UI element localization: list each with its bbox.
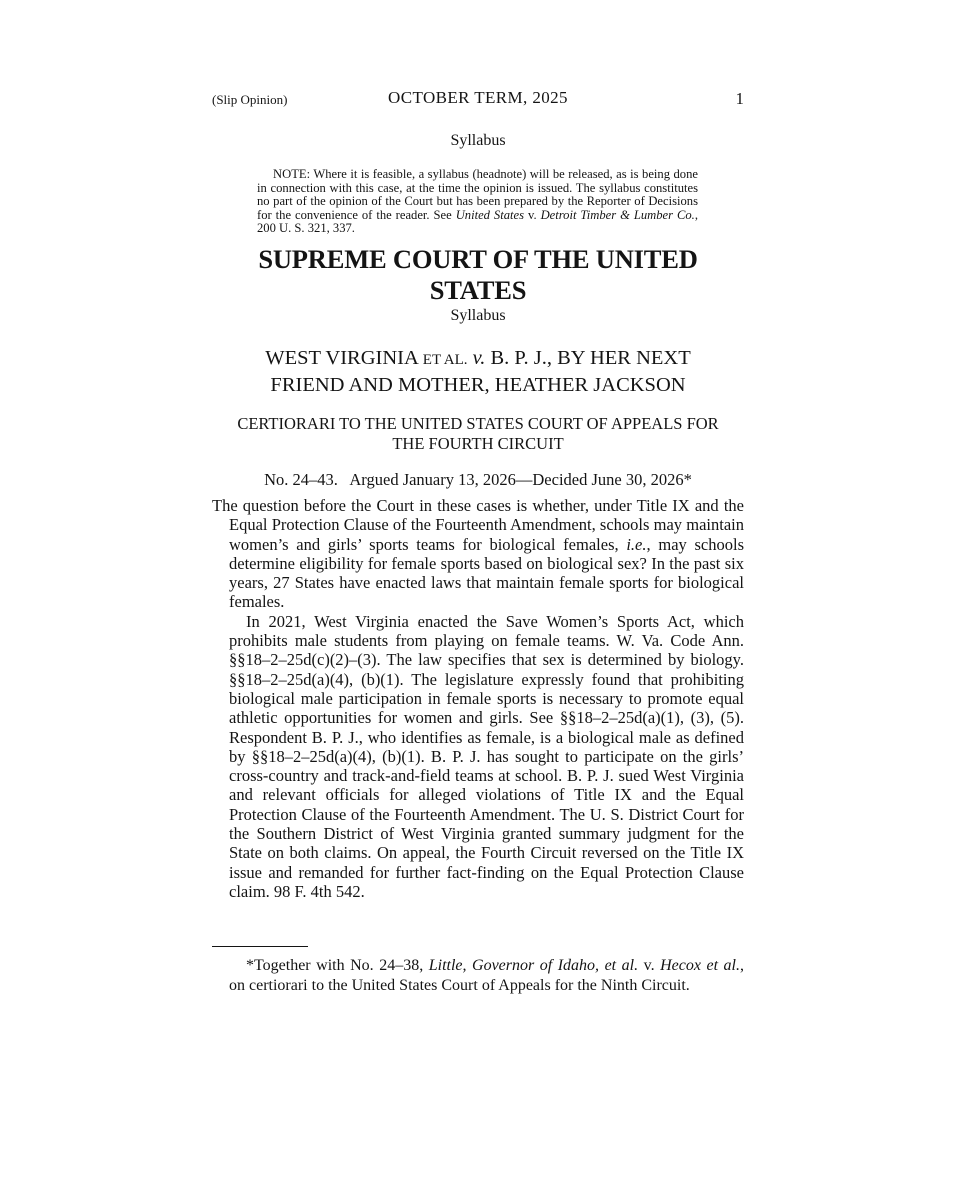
certiorari-heading bbox=[212, 414, 744, 454]
docket-line bbox=[212, 470, 744, 490]
footnote bbox=[229, 956, 744, 995]
case-versus: v. bbox=[467, 347, 486, 369]
note-text: NOTE: Where it is feasible, a syllabus (headnote) will be released, as is being done in connection with this case, at the time the opinion is issued. The syllabus constitutes no part of the opinion of the Court but has been prepared by the Reporter of Decisions for the convenience of the reader. See bbox=[257, 167, 698, 222]
question-presented-paragraph bbox=[212, 496, 744, 612]
footnote-versus: v. bbox=[638, 957, 661, 974]
certiorari-line-2: THE FOURTH CIRCUIT bbox=[392, 434, 564, 453]
case-et-al: ET AL. bbox=[422, 352, 468, 368]
court-name-title: SUPREME COURT OF THE UNITED STATES bbox=[258, 244, 698, 305]
footnote-case-name: Little, Governor of Idaho, et al. bbox=[428, 957, 639, 974]
footnote-text-a: *Together with No. 24–38, bbox=[246, 957, 429, 974]
note-cite-party-2: Detroit Timber & Lumber Co. bbox=[540, 207, 695, 222]
note-cite-party: United States bbox=[455, 207, 525, 222]
reporter-note bbox=[257, 168, 698, 236]
case-party-1: WEST VIRGINIA bbox=[265, 347, 423, 369]
term-heading: OCTOBER TERM, 2025 bbox=[388, 88, 568, 107]
footnote-text-b: , on certiorari to the United States Court of Appeals for the Ninth Circuit. bbox=[229, 957, 745, 994]
footnote-case-name-2: Hecox et al. bbox=[660, 957, 741, 974]
paragraph-1-text-b: , may schools determine eligibility for female sports based on biological sex? In the past six years, 27 States have enacted laws that maintain female sports for biological females. bbox=[229, 534, 744, 612]
case-party-2: B. P. J., BY HER NEXT bbox=[485, 347, 691, 369]
certiorari-line-1: CERTIORARI TO THE UNITED STATES COURT OF APPEALS FOR bbox=[237, 414, 719, 433]
background-paragraph: In 2021, West Virginia enacted the Save Women’s Sports Act, which prohibits male students from playing on female teams. W. Va. Code Ann. §§18–2–25d(c)(2)–(3). The law specifies that sex is determined by biology. §§18–2–25d(a)(4), (b)(1). The legislature expressly found that prohibiting biological male participation in female sports is necessary to promote equal athletic opportunities for women and girls. See §§18–2–25d(a)(1), (3), (5). Respondent B. P. J., who identifies as female, is a biological male as defined by §§18–2–25d(a)(4), (b)(1). B. P. J. has sought to participate on the girls’ cross-country and track-and-field teams at school. B. P. J. sued West Virginia and relevant officials for alleged violations of Title IX and the Equal Protection Clause of the Fourteenth Amendment. The U. S. District Court for the Southern District of West Virginia granted summary judgment for the State on both claims. On appeal, the Fourth Circuit reversed on the Title IX issue and remanded for further fact-finding on the Equal Protection Clause claim. 98 F. 4th 542. bbox=[229, 611, 744, 901]
footnote-separator bbox=[212, 946, 308, 947]
docket-text: No. 24–43. Argued January 13, 2026—Decided June 30, 2026* bbox=[264, 470, 692, 489]
slip-opinion-label: (Slip Opinion) bbox=[212, 92, 288, 107]
page-header bbox=[212, 88, 744, 112]
paragraph-1-text-a: The question before the Court in these cases is whether, under Title IX and the Equal Protection Clause of the Fourteenth Amendment, schools may maintain women’s and girls’ sports teams for biological females, bbox=[212, 496, 744, 554]
syllabus-heading: Syllabus bbox=[450, 307, 506, 324]
note-cite-v: v. bbox=[524, 207, 541, 222]
case-party-2-line-2: FRIEND AND MOTHER, HEATHER JACKSON bbox=[270, 374, 686, 396]
note-cite-reporter: , 200 U. S. 321, 337. bbox=[257, 207, 698, 236]
paragraph-1-ie: i.e. bbox=[626, 534, 647, 554]
page-number: 1 bbox=[735, 89, 744, 108]
syllabus-body bbox=[212, 496, 744, 901]
syllabus-heading-top: Syllabus bbox=[450, 132, 506, 149]
case-caption bbox=[212, 346, 744, 398]
